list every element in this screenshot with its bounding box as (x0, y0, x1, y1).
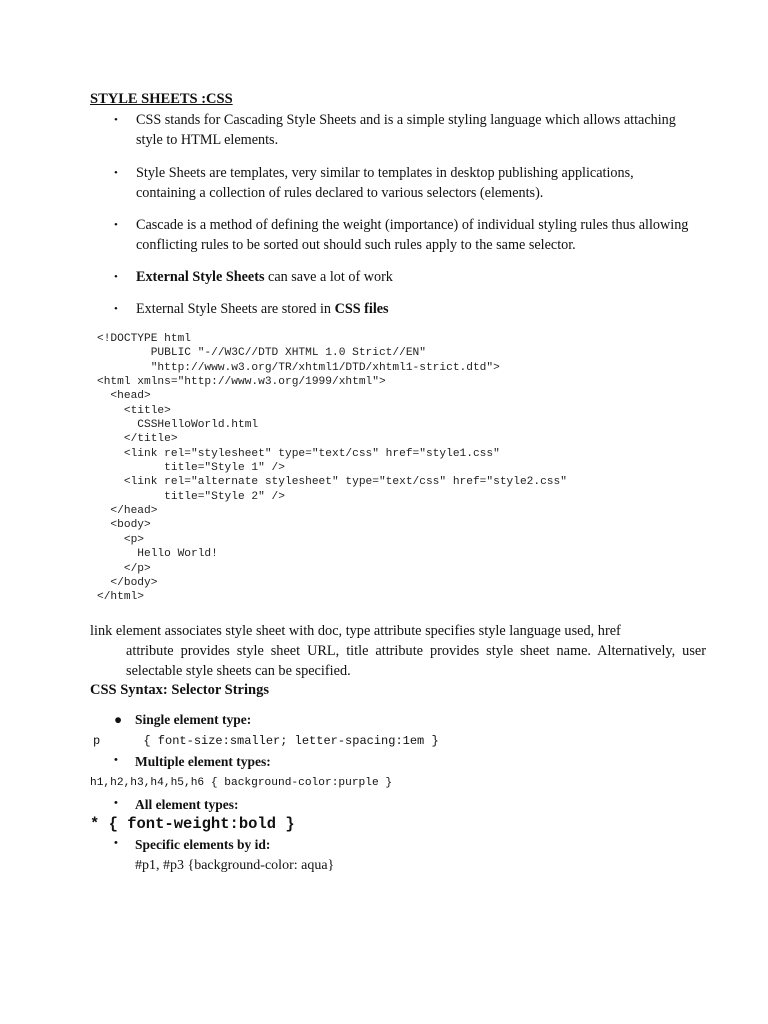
paragraph-first-line: link element associates style sheet with doc, type attribute specifies style language used, href (90, 623, 621, 639)
bullet-dot-icon: • (114, 754, 118, 766)
bullet-text-part: can save a lot of work (264, 269, 393, 285)
code-line: Hello World! (97, 548, 218, 561)
code-line: <title> (97, 404, 171, 417)
code-line: title="Style 2" /> (97, 490, 285, 503)
syntax-code-id: #p1, #p3 {background-color: aqua} (135, 858, 335, 873)
code-line: </html> (97, 591, 144, 604)
code-line: "http://www.w3.org/TR/xhtml1/DTD/xhtml1-strict.dtd"> (97, 361, 500, 374)
bullet-text (136, 215, 696, 255)
bullet-text-part: External Style Sheets are stored in (136, 301, 335, 317)
paragraph-continuation: attribute provides style sheet URL, title attribute provides style sheet name. Alternatively, user selectable style sheets can be specified. (126, 643, 706, 679)
code-line: </head> (97, 505, 158, 518)
code-line: <link rel="alternate stylesheet" type="text/css" href="style2.css" (97, 476, 567, 489)
bullet-dot-icon: ● (114, 712, 123, 727)
code-line: PUBLIC "-//W3C//DTD XHTML 1.0 Strict//EN" (97, 347, 426, 360)
syntax-label: Multiple element types: (135, 754, 271, 769)
bullet-text (136, 267, 696, 287)
code-line: title="Style 1" /> (97, 462, 285, 475)
bullet-dot-icon: • (114, 114, 118, 126)
code-line: <html xmlns="http://www.w3.org/1999/xhtml"> (97, 376, 386, 389)
bullet-dot-icon: • (114, 797, 118, 809)
page-title: STYLE SHEETS :CSS (90, 91, 233, 107)
bullet-dot-icon: • (114, 271, 118, 283)
bullet-dot-icon: • (114, 837, 118, 849)
code-block (97, 332, 567, 605)
code-line: <p> (97, 533, 144, 546)
code-line: <head> (97, 390, 151, 403)
bullet-text (136, 110, 696, 150)
bullet-text-part: CSS stands for Cascading Style Sheets and is a simple styling language which allows attaching style to HTML elements. (136, 112, 676, 148)
bullet-text-bold: CSS files (334, 301, 389, 317)
syntax-code-single: p { font-size:smaller; letter-spacing:1em } (93, 734, 439, 748)
bullet-dot-icon: • (114, 219, 118, 231)
bullet-text-part: Cascade is a method of defining the weight (importance) of individual styling rules thus allowing conflicting rules to be sorted out should such rules apply to the same selector. (136, 217, 689, 253)
bullet-text-part: Style Sheets are templates, very similar to templates in desktop publishing applications, containing a collection of rules declared to various selectors (elements). (136, 165, 634, 201)
bullet-dot-icon: • (114, 303, 118, 315)
code-line: </p> (97, 562, 151, 575)
bullet-dot-icon: • (114, 167, 118, 179)
code-line: <body> (97, 519, 151, 532)
code-line: <link rel="stylesheet" type="text/css" href="style1.css" (97, 447, 500, 460)
link-element-paragraph (90, 621, 706, 681)
code-line: CSSHelloWorld.html (97, 419, 259, 432)
syntax-heading: CSS Syntax: Selector Strings (90, 682, 269, 698)
bullet-text-bold: External Style Sheets (136, 269, 265, 285)
code-line: </title> (97, 433, 178, 446)
code-line: </body> (97, 576, 158, 589)
syntax-label: Single element type: (135, 712, 252, 727)
syntax-label: All element types: (135, 797, 239, 812)
syntax-code-all: * { font-weight:bold } (90, 815, 295, 833)
bullet-text (136, 299, 696, 319)
bullet-text (136, 163, 696, 203)
syntax-label: Specific elements by id: (135, 837, 271, 852)
syntax-code-multiple: h1,h2,h3,h4,h5,h6 { background-color:purple } (90, 777, 393, 789)
code-line: <!DOCTYPE html (97, 333, 191, 345)
